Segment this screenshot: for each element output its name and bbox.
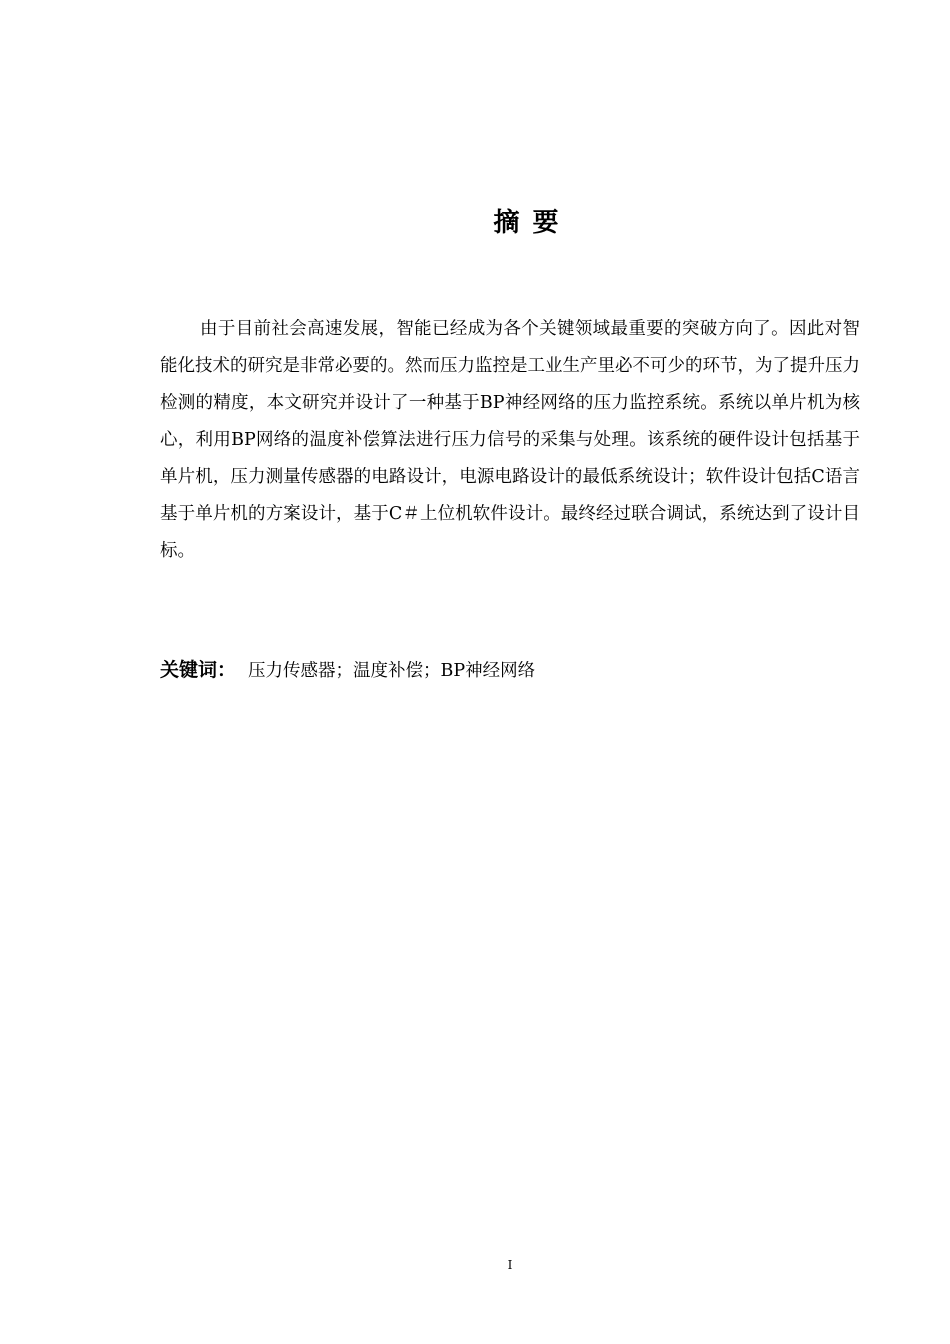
keywords-label: 关键词： <box>160 659 237 681</box>
page-title: 摘 要 <box>493 208 561 238</box>
keywords-line <box>160 652 860 689</box>
page-number: I <box>507 1258 513 1272</box>
abstract-paragraph: 由于目前社会高速发展，智能已经成为各个关键领域最重要的突破方向了。因此对智能化技术的研究是非常必要的。然而压力监控是工业生产里必不可少的环节，为了提升压力检测的精度，本文研究并设计了一种基于BP神经网络的压力监控系统。系统以单片机为核心，利用BP网络的温度补偿算法进行压力信号的采集与处理。该系统的硬件设计包括基于单片机，压力测量传感器的电路设计，电源电路设计的最低系统设计；软件设计包括C语言基于单片机的方案设计，基于C＃上位机软件设计。最终经过联合调试，系统达到了设计目标。 <box>160 319 860 561</box>
keywords-value: 压力传感器；温度补偿；BP神经网络 <box>248 661 536 681</box>
